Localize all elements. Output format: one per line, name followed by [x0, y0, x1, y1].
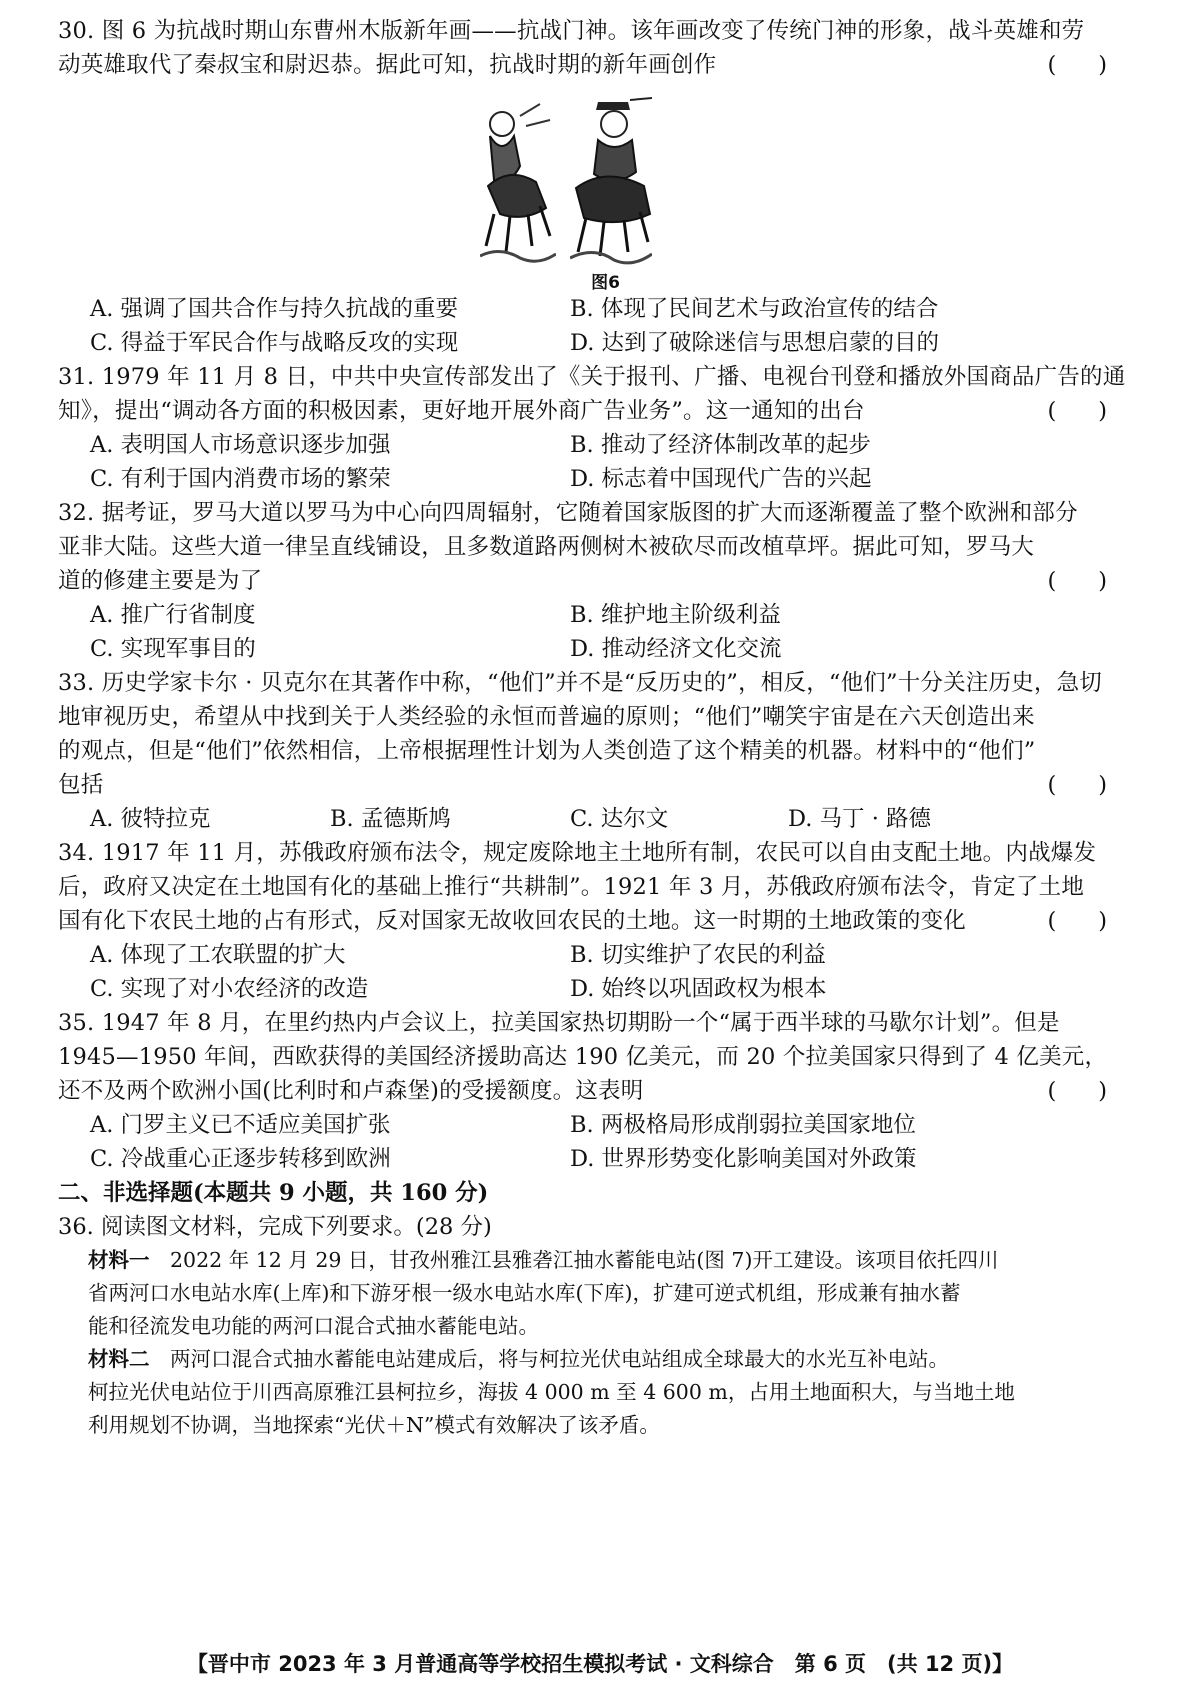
q31-options-row-2 [58, 462, 1153, 496]
option-d: D. 马丁 · 路德 [788, 806, 931, 832]
page-footer: 【晋中市 2023 年 3 月普通高等学校招生模拟考试 · 文科综合 第 6 页 (共 12 页)】 [186, 1652, 1014, 1676]
q32-stem-line-1: 32. 据考证，罗马大道以罗马为中心向四周辐射，它随着国家版图的扩大而逐渐覆盖了整个欧洲和部分 [58, 500, 1078, 526]
material-1-label: 材料一 [88, 1248, 150, 1272]
answer-paren: () [1047, 398, 1149, 424]
option-a: A. 推广行省制度 [90, 602, 256, 628]
q31-stem-line-1: 31. 1979 年 11 月 8 日，中共中央宣传部发出了《关于报刊、广播、电视台刊登和播放外国商品广告的通 [58, 364, 1126, 390]
q31-stem-line-2 [58, 394, 1153, 428]
option-c: C. 实现军事目的 [90, 636, 256, 662]
q31-stem-line-2-text: 知》，提出“调动各方面的积极因素，更好地开展外商广告业务”。这一通知的出台 [58, 398, 865, 424]
material-1-line-1 [58, 1244, 1153, 1277]
q32-options-row-1 [58, 598, 1153, 632]
q33-stem-line-3: 的观点，但是“他们”依然相信，上帝根据理性计划为人类创造了这个精美的机器。材料中的“他们” [58, 738, 1036, 764]
material-2-label: 材料二 [88, 1347, 150, 1371]
material-1-line-2: 省两河口水电站水库(上库)和下游牙根一级水电站水库(下库)，扩建可逆式机组，形成兼有抽水蓄 [88, 1281, 961, 1305]
q30-stem-line-2 [58, 48, 1153, 82]
q33-options-row [58, 802, 1153, 836]
q33-stem-line-2: 地审视历史，希望从中找到关于人类经验的永恒而普遍的原则；“他们”嘲笑宇宙是在六天创造出来 [58, 704, 1035, 730]
option-d: D. 世界形势变化影响美国对外政策 [570, 1146, 917, 1172]
q35-stem-line-3-text: 还不及两个欧洲小国(比利时和卢森堡)的受援额度。这表明 [58, 1078, 644, 1104]
option-b: B. 推动了经济体制改革的起步 [570, 432, 871, 458]
option-b: B. 切实维护了农民的利益 [570, 942, 826, 968]
q32-stem-line-3-text: 道的修建主要是为了 [58, 568, 263, 594]
q34-stem-line-3-text: 国有化下农民土地的占有形式，反对国家无故收回农民的土地。这一时期的土地政策的变化 [58, 908, 967, 934]
q36-title: 36. 阅读图文材料，完成下列要求。(28 分) [58, 1214, 492, 1240]
q31-options-row-1 [58, 428, 1153, 462]
option-b: B. 体现了民间艺术与政治宣传的结合 [570, 296, 939, 322]
q34-options-row-2 [58, 972, 1153, 1006]
option-d: D. 标志着中国现代广告的兴起 [570, 466, 872, 492]
material-1-text-1: 2022 年 12 月 29 日，甘孜州雅江县雅砻江抽水蓄能电站(图 7)开工建设。该项目依托四川 [170, 1248, 999, 1272]
option-d: D. 推动经济文化交流 [570, 636, 782, 662]
q30-options-row-1 [58, 292, 1153, 326]
q32-options-row-2 [58, 632, 1153, 666]
answer-paren: () [1047, 1078, 1149, 1104]
option-b: B. 两极格局形成削弱拉美国家地位 [570, 1112, 916, 1138]
q34-stem-line-1: 34. 1917 年 11 月，苏俄政府颁布法令，规定废除地主土地所有制，农民可以自由支配土地。内战爆发 [58, 840, 1097, 866]
q30-options-row-2 [58, 326, 1153, 360]
door-god-left-image [480, 96, 556, 266]
q35-stem-line-3 [58, 1074, 1153, 1108]
figure-6 [58, 88, 1153, 293]
question-30 [58, 14, 1153, 360]
option-a: A. 强调了国共合作与持久抗战的重要 [90, 296, 459, 322]
option-a: A. 表明国人市场意识逐步加强 [90, 432, 391, 458]
q35-stem-line-2: 1945—1950 年间，西欧获得的美国经济援助高达 190 亿美元，而 20 个拉美国家只得到了 4 亿美元， [58, 1044, 1108, 1070]
q33-stem-line-4 [58, 768, 1153, 802]
question-34 [58, 836, 1153, 1006]
q33-stem-line-4-text: 包括 [58, 772, 104, 798]
door-god-right-image [570, 96, 652, 266]
option-c: C. 实现了对小农经济的改造 [90, 976, 369, 1002]
material-2-line-3: 利用规划不协调，当地探索“光伏＋N”模式有效解决了该矛盾。 [88, 1413, 660, 1437]
option-a: A. 体现了工农联盟的扩大 [90, 942, 346, 968]
q34-stem-line-3 [58, 904, 1153, 938]
option-c: C. 得益于军民合作与战略反攻的实现 [90, 330, 459, 356]
answer-paren: () [1047, 52, 1149, 78]
question-33 [58, 666, 1153, 836]
figure-caption: 图6 [591, 273, 620, 293]
question-32 [58, 496, 1153, 666]
q30-stem-line-2-text: 动英雄取代了秦叔宝和尉迟恭。据此可知，抗战时期的新年画创作 [58, 52, 717, 78]
section-heading: 二、非选择题(本题共 9 小题，共 160 分) [58, 1180, 489, 1206]
q32-stem-line-3 [58, 564, 1153, 598]
q33-stem-line-1: 33. 历史学家卡尔 · 贝克尔在其著作中称，“他们”并不是“反历史的”，相反，“他们”十分关注历史，急切 [58, 670, 1103, 696]
q35-options-row-2 [58, 1142, 1153, 1176]
answer-paren: () [1047, 772, 1149, 798]
answer-paren: () [1047, 908, 1149, 934]
answer-paren: () [1047, 568, 1149, 594]
q32-stem-line-2: 亚非大陆。这些大道一律呈直线铺设，且多数道路两侧树木被砍尽而改植草坪。据此可知，罗马大 [58, 534, 1035, 560]
q34-options-row-1 [58, 938, 1153, 972]
q34-stem-line-2: 后，政府又决定在土地国有化的基础上推行“共耕制”。1921 年 3 月，苏俄政府颁布法令，肯定了土地 [58, 874, 1085, 900]
question-36 [58, 1210, 1153, 1442]
option-b: B. 维护地主阶级利益 [570, 602, 781, 628]
option-a: A. 门罗主义已不适应美国扩张 [90, 1112, 391, 1138]
material-1-line-3: 能和径流发电功能的两河口混合式抽水蓄能电站。 [88, 1314, 539, 1338]
q35-options-row-1 [58, 1108, 1153, 1142]
option-d: D. 始终以巩固政权为根本 [570, 976, 827, 1002]
option-c: C. 冷战重心正逐步转移到欧洲 [90, 1146, 391, 1172]
question-35 [58, 1006, 1153, 1176]
question-31 [58, 360, 1153, 496]
exam-page [58, 14, 1153, 1442]
option-d: D. 达到了破除迷信与思想启蒙的目的 [570, 330, 940, 356]
material-2-line-1 [58, 1343, 1153, 1376]
q35-stem-line-1: 35. 1947 年 8 月，在里约热内卢会议上，拉美国家热切期盼一个“属于西半球的马歇尔计划”。但是 [58, 1010, 1060, 1036]
option-a: A. 彼特拉克 [90, 806, 211, 832]
option-c: C. 达尔文 [570, 806, 669, 832]
material-2-text-1: 两河口混合式抽水蓄能电站建成后，将与柯拉光伏电站组成全球最大的水光互补电站。 [170, 1347, 949, 1371]
option-b: B. 孟德斯鸠 [330, 806, 451, 832]
option-c: C. 有利于国内消费市场的繁荣 [90, 466, 391, 492]
material-2-line-2: 柯拉光伏电站位于川西高原雅江县柯拉乡，海拔 4 000 m 至 4 600 m，占用土地面积大，与当地土地 [88, 1380, 1015, 1404]
q30-stem-line-1: 30. 图 6 为抗战时期山东曹州木版新年画——抗战门神。该年画改变了传统门神的形象，战斗英雄和劳 [58, 18, 1085, 44]
